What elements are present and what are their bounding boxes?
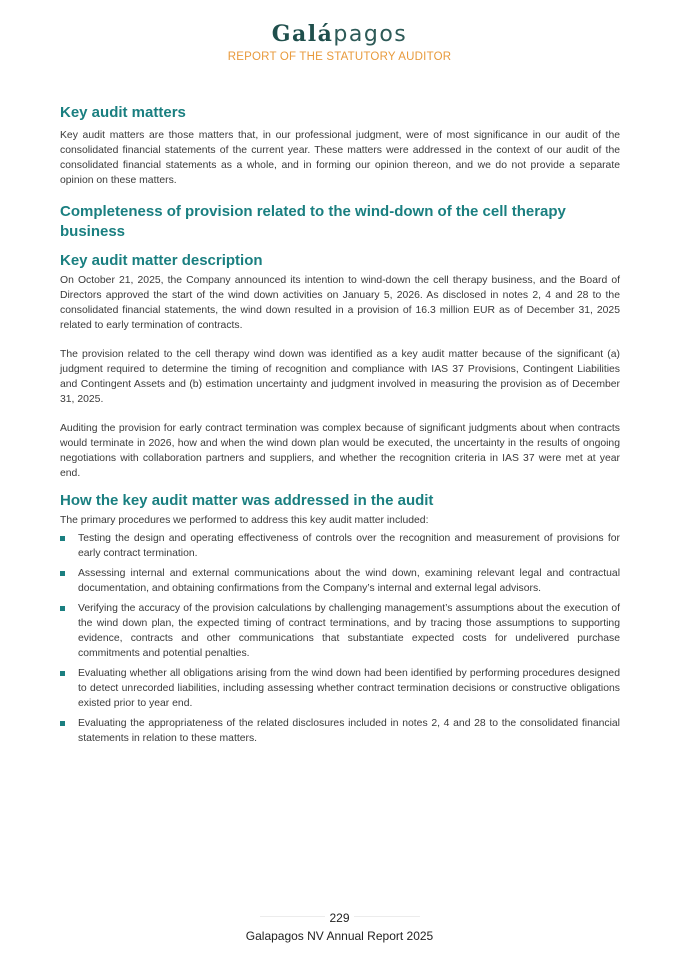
list-item-text: Assessing internal and external communications about the wind down, examining relevant legal and contractual documentation, and obtaining confirmations from the Company’s internal and external legal advisors. [78,568,620,594]
description-heading: Key audit matter description [60,252,263,269]
page-header [0,20,679,63]
square-bullet-icon [60,571,65,576]
square-bullet-icon [60,606,65,611]
addressed-intro-paragraph: The primary procedures we performed to address this key audit matter included: [60,515,429,526]
provision-heading: Completeness of provision related to the wind-down of the cell therapy business [60,203,566,240]
list-item-text: Verifying the accuracy of the provision calculations by challenging management’s assumptions about the execution of the wind down plan, the expected timing of contract terminations, and by tracing those assumptions to supporting evidence, contracts and other communications that substantiate expected costs for undelivered purchase commitments and potential penalties. [78,603,620,659]
list-item-text: Evaluating whether all obligations arising from the wind down had been identified by performing procedures designed to detect unrecorded liabilities, including assessing whether contract termination decisions or constructive obligations existed prior to year end. [78,668,620,709]
galapagos-logo [0,20,679,49]
list-item [60,531,620,561]
addressed-heading: How the key audit matter was addressed in the audit [60,492,434,509]
description-paragraph-3: Auditing the provision for early contract termination was complex because of significant judgments about when contracts would terminate in 2026, how and when the wind down plan would be executed, the uncertainty in the results of ongoing negotiations with collaboration partners and suppliers, and whether the recognition criteria in IAS 37 were met at year end. [60,423,620,479]
report-subtitle: REPORT OF THE STATUTORY AUDITOR [227,51,452,63]
main-content [60,103,620,751]
square-bullet-icon [60,536,65,541]
page-footer [0,908,679,943]
list-item [60,566,620,596]
list-item [60,666,620,711]
logo-light-part: pagos [333,22,408,47]
kam-intro-paragraph: Key audit matters are those matters that, in our professional judgment, were of most significance in our audit of the consolidated financial statements of the current year. These matters were addressed in the context of our audit of the consolidated financial statements as a whole, and in forming our opinion thereon, and we do not provide a separate opinion on these matters. [60,130,620,186]
list-item-text: Testing the design and operating effectiveness of controls over the recognition and measurement of provisions for early contract termination. [78,533,620,559]
description-paragraph-1: On October 21, 2025, the Company announced its intention to wind-down the cell therapy business, and the Board of Directors approved the start of the wind down activities on January 5, 2026. As disclosed in notes 2, 4 and 28 to the consolidated financial statements, the wind down resulted in a provision of 16.3 million EUR as of December 31, 2025 related to early termination of contracts. [60,275,620,331]
procedures-list [60,531,620,746]
page-number: 229 [325,911,353,925]
square-bullet-icon [60,671,65,676]
description-paragraph-2: The provision related to the cell therapy wind down was identified as a key audit matter because of the significant (a) judgment required to determine the timing of recognition and compliance with IAS 37 Provisions, Contingent Liabilities and Contingent Assets and (b) estimation uncertainty and judgment involved in measuring the provision as of December 31, 2025. [60,349,620,405]
list-item [60,716,620,746]
footer-report-title: Galapagos NV Annual Report 2025 [245,929,434,943]
logo-bold-part: Galá [271,21,334,47]
square-bullet-icon [60,721,65,726]
list-item-text: Evaluating the appropriateness of the related disclosures included in notes 2, 4 and 28 to the consolidated financial statements in relation to these matters. [78,718,620,744]
list-item [60,601,620,661]
kam-heading: Key audit matters [60,104,186,121]
